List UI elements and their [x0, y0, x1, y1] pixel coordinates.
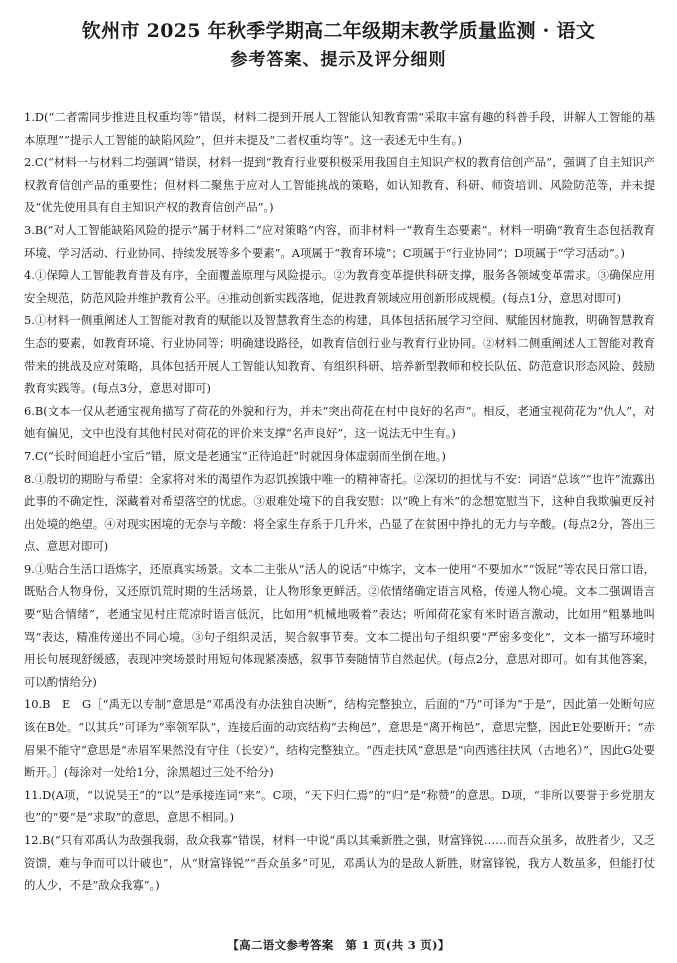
answer-item-6: 6.B(文本一仅从老通宝视角描写了荷花的外貌和行为，并未“突出荷花在村中良好的名声”。相反，老通宝视荷花为“仇人”，对她有偏见，文中也没有其他村民对荷花的评价来支撑“名声良好”，这一说法无中生有。) — [24, 403, 655, 441]
page-title: 钦州市 2025 年秋季学期高二年级期末教学质量监测 · 语文 — [81, 20, 596, 42]
answer-item-3: 3.B(“对人工智能缺陷风险的提示”属于材料二“应对策略”内容，而非材料一“教育生态要素”。材料一明确“教育生态包括教育环境、学习活动、行业协同、持续发展等多个要素”。A项属于“教育环境”；C项属于“行业协同”；D项属于“学习活动”。) — [24, 222, 655, 260]
answer-item-7: 7.C(“长时间追赶小宝后”错，原文是老通宝“正待追赶”时就因身体虚弱而坐倒在地。) — [24, 448, 446, 463]
answer-item-8: 8.①殷切的期盼与希望：全家将对米的渴望作为忍饥挨饿中唯一的精神寄托。②深切的担忧与不安：词语“总该”“也许”流露出此事的不确定性，深藏着对希望落空的忧虑。③艰难处境下的自我安慰：以“晚上有米”的念想宽慰当下，这种自我欺骗更反衬出处境的绝望。④对现实困境的无奈与辛酸：将全家生存系于几升米，凸显了在贫困中挣扎的无力与辛酸。(每点2分，答出三点、意思对即可) — [24, 471, 655, 554]
answer-item-12: 12.B(“只有邓禹认为敌强我弱，敌众我寡”错误，材料一中说“禹以其乘新胜之强，财富锋锐……而吾众虽多，故胜者少，又乏资馈，难与争而可以计破也”，从“财富锋锐”“吾众虽多”可见，邓禹认为的是敌人新胜，财富锋锐，我方人数虽多，但能打仗的人少，不是“敌众我寡”。) — [24, 833, 655, 893]
answer-item-4: 4.①保障人工智能教育普及有序，全面覆盖原理与风险提示。②为教育变革提供科研支撑，服务各领域变革需求。③确保应用安全规范，防范风险并维护教育公平。④推动创新实践落地，促进教育领域应用创新形成规模。(每点1分，意思对即可) — [24, 268, 655, 305]
page-footer: 【高二语文参考答案 第 1 页(共 3 页)】 — [227, 938, 450, 952]
answer-item-5: 5.①材料一侧重阐述人工智能对教育的赋能以及智慧教育生态的构建，具体包括拓展学习空间、赋能因材施教，明确智慧教育生态的要素，如教育环境、行业协同等；明确建设路径，如教育信创行业与教育行业协同。②材料二侧重阐述人工智能对教育带来的挑战及应对策略，具体包括开展人工智能认知教育、有组织科研、培养新型教师和校长队伍、防范意识形态风险、鼓励教育实践等。(每点3分，意思对即可) — [24, 313, 655, 396]
answer-item-1: 1.D(“二者需同步推进且权重均等”错误，材料二提到开展人工智能认知教育需“采取丰富有趣的科普手段，讲解人工智能的基本原理”“提示人工智能的缺陷风险”，但并未提及“二者权重均等”。这一表述无中生有。) — [24, 110, 655, 147]
answer-item-9: 9.①贴合生活口语炼字，还原真实场景。文本二主张从“活人的说话”中炼字，文本一使用“不要加水”“饭屁”等农民日常口语，既贴合人物身份，又还原饥荒时期的生活场景，让人物形象更鲜活。②依情绪确定语言风格，传递人物心境。文本二强调语言要“贴合情绪”，老通宝见村庄荒凉时语言低沉，比如用“机械地吸着”表达；听闻荷花家有米时语言激动，比如用“粗暴地叫骂”表达，精准传递出不同心境。③句子组织灵活，契合叙事节奏。文本二提出句子组织要“严密多变化”，文本一描写环境时用长句展现舒缓感，表现冲突场景时用短句体现紧凑感，叙事节奏随情节自然起伏。(每点2分，意思对即可。如有其他答案，可以酌情给分) — [24, 561, 655, 689]
page-subtitle: 参考答案、提示及评分细则 — [230, 50, 447, 70]
answer-list — [22, 106, 655, 897]
answer-item-11: 11.D(A项，“以说吴王”的“以”是承接连词“来”。C项，“天下归仁焉”的“归”是“称赞”的意思。D项，“非所以要誉于乡党朋友也”的“要”是“求取”的意思，意思不相同。) — [24, 787, 655, 825]
answer-item-10: 10.B E G［“禹无以专制”意思是“邓禹没有办法独自决断”，结构完整独立，后面的“乃”可译为“于是”，因此第一处断句应该在B处。“以其兵”可译为“率领军队”，连接后面的动宾结构“去栒邑”，意思是“离开栒邑”，意思完整，因此E处要断开；“赤眉果不能守”意思是“赤眉军果然没有守住（长安）”，结构完整独立。“西走扶风”意思是“向西逃往扶风（古地名）”，因此G处要断开。］(每涂对一处给1分，涂黑超过三处不给分) — [24, 697, 655, 780]
answer-item-2: 2.C(“材料一与材料二均强调”错误，材料一提到“教育行业要积极采用我国自主知识产权的教育信创产品”，强调了自主知识产权教育信创产品的重要性；但材料二聚焦于应对人工智能挑战的策略，如认知教育、科研、师资培训、风险防范等，并未提及“优先使用具有自主知识产权的教育信创产品”。) — [24, 155, 655, 215]
